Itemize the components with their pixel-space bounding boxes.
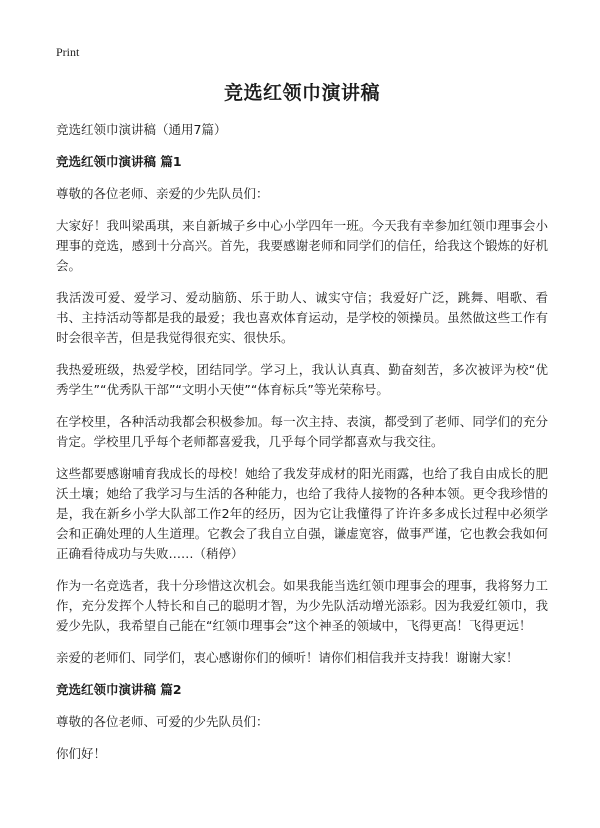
paragraph-salutation: 尊敬的各位老师、可爱的少先队员们： [56,714,269,729]
paragraph: 我活泼可爱、爱学习、爱动脑筋、乐于助人、诚实守信；我爱好广泛，跳舞、唱歌、看书、主持活动等都是我的最爱；我也喜欢体育运动，是学校的领操员。虽然做这些工作有时会很辛苦，但是我觉得很充实、很快乐。 [56,290,548,345]
paragraph-salutation: 尊敬的各位老师、亲爱的少先队员们： [56,186,269,201]
paragraph: 这些都要感谢哺育我成长的母校！她给了我发芽成材的阳光雨露，也给了我自由成长的肥沃土壤；她给了我学习与生活的各种能力，也给了我待人接物的各种本领。更令我珍惜的是，我在新乡小学大队部工作2年的经历，因为它让我懂得了许许多多成长过程中必须学会和正确处理的人生道理。它教会了我自立自强，谦虚宽容，做事严谨，它也教会我如何正确看待成功与失败……（稍停） [56,466,548,561]
section-heading: 竞选红领巾演讲稿 篇1 [56,154,182,169]
section-heading: 竞选红领巾演讲稿 篇2 [56,682,182,697]
paragraph: 在学校里，各种活动我都会积极参加。每一次主持、表演，都受到了老师、同学们的充分肯定。学校里几乎每个老师都喜爱我，几乎每个同学都喜欢与我交往。 [56,414,548,449]
paragraph: 亲爱的老师们、同学们，衷心感谢你们的倾听！请你们相信我并支持我！谢谢大家！ [56,650,519,665]
print-label[interactable]: Print [56,45,80,59]
section-1 [56,152,548,668]
section-2 [56,680,548,764]
paragraph-greeting: 你们好！ [56,746,107,761]
document-title: 竞选红领巾演讲稿 [223,82,380,104]
paragraph: 我热爱班级，热爱学校，团结同学。学习上，我认认真真、勤奋刻苦，多次被评为校“优秀学生”“优秀队干部”“文明小天使”“体育标兵”等光荣称号。 [56,362,548,397]
paragraph: 大家好！我叫梁禹琪，来自新城子乡中心小学四年一班。今天我有幸参加红领巾理事会小理事的竞选，感到十分高兴。首先，我要感谢老师和同学们的信任，给我这个锻炼的好机会。 [56,218,548,273]
paragraph: 作为一名竞选者，我十分珍惜这次机会。如果我能当选红领巾理事会的理事，我将努力工作，充分发挥个人特长和自己的聪明才智，为少先队活动增光添彩。因为我爱红领巾，我爱少先队，我希望自己能在“红领巾理事会”这个神圣的领域中，飞得更高！飞得更远！ [56,578,548,633]
document-subtitle: 竞选红领巾演讲稿（通用7篇） [56,122,227,137]
